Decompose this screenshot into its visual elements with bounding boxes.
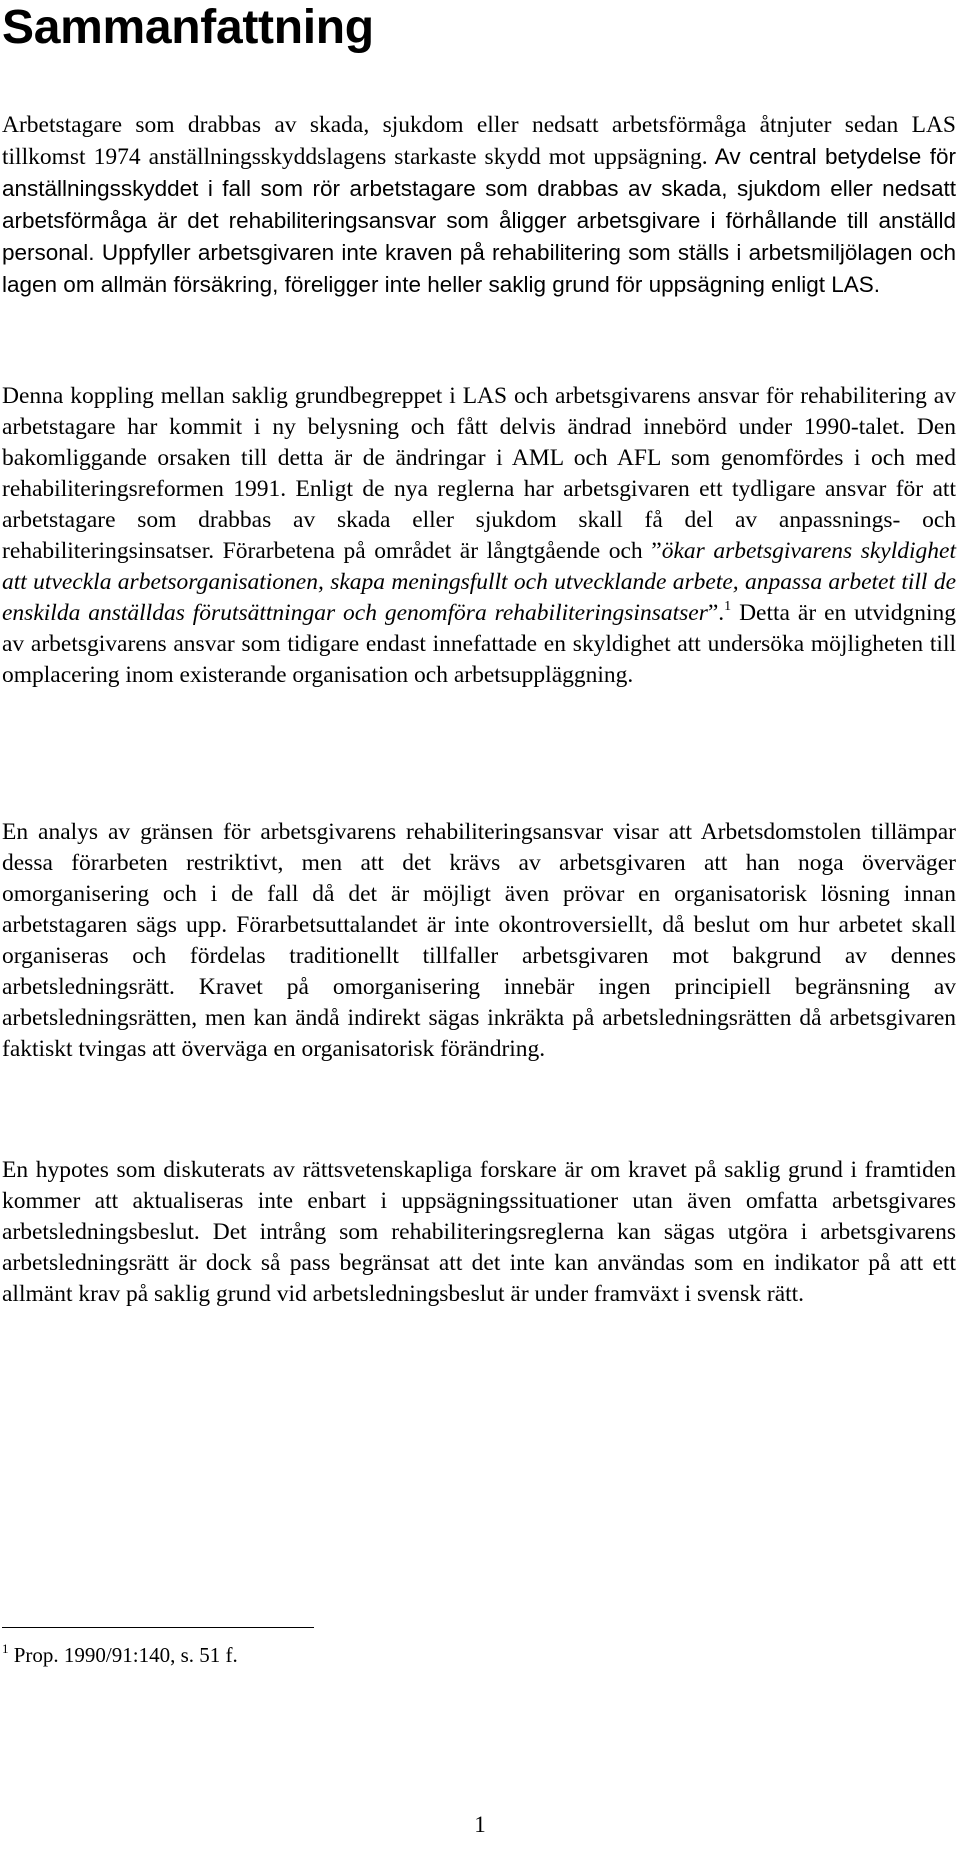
paragraph-3: En analys av gränsen för arbetsgivarens rehabiliteringsansvar visar att Arbetsdomstolen tillämpar dessa förarbeten restriktivt, men att det krävs av arbetsgivaren att han noga överväger omorganisering och i de fall då det är möjligt även prövar en organisatorisk lösning innan arbetstagaren sägs upp. Förarbetsuttalandet är inte okontroversiellt, då beslut om hur arbetet skall organiseras och fördelas traditionellt tillfaller arbetsgivaren mot bakgrund av dennes arbetsledningsrätt. Kravet på omorganisering innebär ingen principiell begränsning av arbetsledningsrätten, men kan ändå indirekt sägas inkräkta på arbetsledningsrätten då arbetsgivaren faktiskt tvingas att överväga en organisatorisk förändring. xyxy=(2,819,956,1062)
paragraph-2-text-after: Detta är en utvidgning av arbetsgivarens ansvar som tidigare endast innefattade en skyldighet att undersöka möjligheten till omplacering inom existerande organisation och arbetsuppläggning. xyxy=(2,600,956,688)
paragraph-2-quotation: ökar arbetsgivarens skyldighet att utveckla arbetsorganisationen, skapa meningsfullt och utvecklande arbete, anpassa arbetet till de enskilda anställdas förutsättningar och genomföra rehabiliteringsinsatser xyxy=(2,538,956,626)
footnote xyxy=(2,1640,238,1670)
paragraph-1-sentence-2: Av central betydelse för anställningsskyddet i fall som rör arbetstagare som drabbas av skada, sjukdom eller nedsatt arbetsförmåga är det rehabiliteringsansvar som åligger arbetsgivare i förhållande till anställd personal. xyxy=(2,144,956,265)
footnote-text: Prop. 1990/91:140, s. 51 f. xyxy=(8,1643,238,1667)
paragraph-1 xyxy=(2,110,956,301)
paragraph-4: En hypotes som diskuterats av rättsvetenskapliga forskare är om kravet på saklig grund i framtiden kommer att aktualiseras inte enbart i uppsägningssituationer utan även omfatta arbetsgivares arbetsledningsbeslut. Det intrång som rehabiliteringsreglerna kan sägas utgöra i arbetsgivarens arbetsledningsrätt är dock så pass begränsat att det inte kan användas som en indikator på att ett allmänt krav på saklig grund vid arbetsledningsbeslut är under framväxt i svensk rätt. xyxy=(2,1157,956,1307)
page-heading: Sammanfattning xyxy=(2,1,374,54)
paragraph-2-quote-close: ”. xyxy=(707,600,725,626)
paragraph-1-sentence-1: Arbetstagare som drabbas av skada, sjukdom eller nedsatt arbetsförmåga åtnjuter sedan LAS tillkomst 1974 anställningsskyddslagens starkaste skydd mot uppsägning. xyxy=(2,112,956,170)
page-number: 1 xyxy=(474,1812,486,1837)
footnote-number: 1 xyxy=(2,1641,9,1656)
paragraph-1-sentence-3: Uppfyller arbetsgivaren inte kraven på rehabilitering som ställs i arbetsmiljölagen och lagen om allmän försäkring, föreligger inte heller saklig grund för uppsägning enligt LAS. xyxy=(2,240,956,297)
paragraph-2 xyxy=(2,381,956,691)
paragraph-2-text-before: Denna koppling mellan saklig grundbegreppet i LAS och arbetsgivarens ansvar för rehabilitering av arbetstagare har kommit i ny belysning och fått delvis ändrad innebörd under 1990-talet. Den bakomliggande orsaken till detta är de ändringar i AML och AFL som genomfördes i och med rehabiliteringsreformen 1991. Enligt de nya reglerna har arbetsgivaren ett tydligare ansvar för att arbetstagare som drabbas av skada eller sjukdom skall få del av anpassnings- och rehabiliteringsinsatser. Förarbetena på området är långtgående och ” xyxy=(2,383,956,564)
footnote-reference[interactable]: 1 xyxy=(724,599,732,614)
footnote-separator xyxy=(2,1627,314,1628)
